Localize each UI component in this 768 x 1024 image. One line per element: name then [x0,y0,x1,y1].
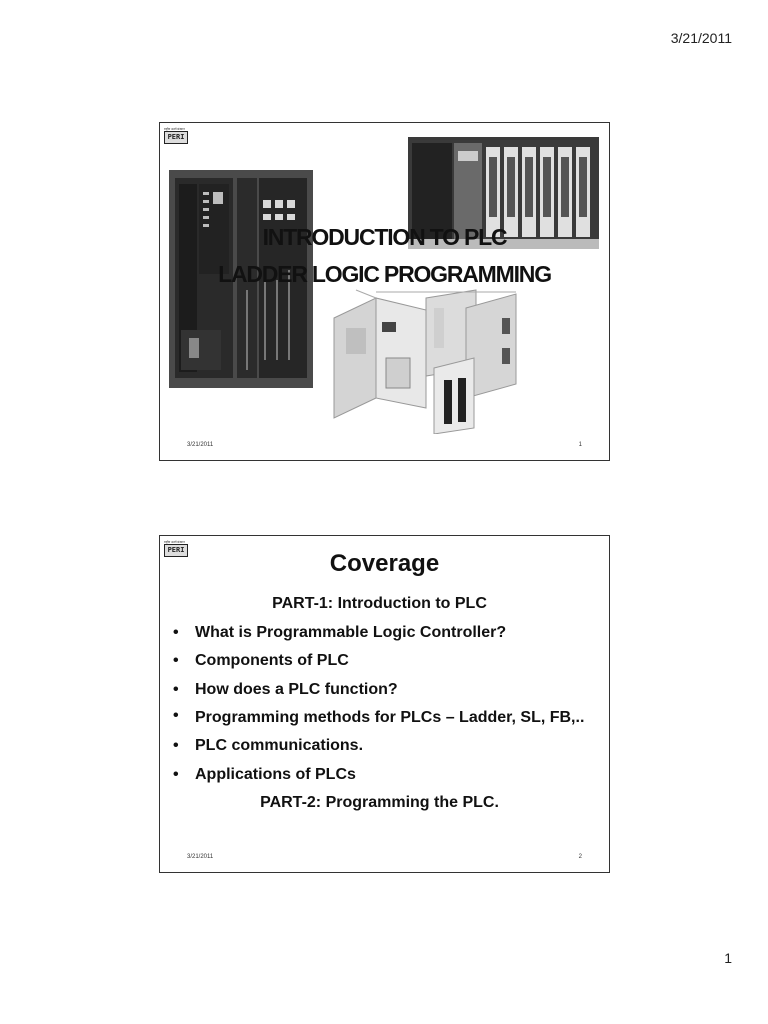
logo-caption: राष्ट्रीय ऊर्जा संस्थान [164,540,185,544]
slide-2-title: Coverage [329,550,440,577]
page-number: 1 [724,950,732,966]
slide-2-footer-number: 2 [578,854,582,860]
logo-mark: PERI [164,131,188,144]
logo-caption: राष्ट्रीय ऊर्जा संस्थान [164,127,185,131]
bullet-icon: • [173,707,179,724]
bullet-icon: • [173,765,179,783]
coverage-content [170,590,589,818]
bullet-icon: • [173,680,179,698]
list-item: • Programming methods for PLCs – Ladder, SL, FB,.. [170,704,589,732]
bullet-icon: • [173,623,179,641]
slide-2 [159,535,610,873]
slide-2-footer-date: 3/21/2011 [187,854,214,860]
slide-1-title-line-2: LADDER LOGIC PROGRAMMING [218,261,551,287]
logo-mark: PERI [164,544,188,557]
slide-1-title [160,219,609,293]
slide-1 [159,122,610,461]
bullet-icon: • [173,737,179,754]
coverage-list [170,619,589,790]
slide-1-footer-number: 1 [578,442,582,448]
slide-1-footer-date: 3/21/2011 [187,442,214,448]
list-item: • How does a PLC function? [170,676,589,705]
list-item: • PLC communications. [170,732,589,761]
part-1-heading: PART-1: Introduction to PLC [272,595,487,612]
list-item: • Applications of PLCs [170,761,589,790]
plc-modules-photo [316,288,527,434]
list-item: • Components of PLC [170,647,589,676]
page-date: 3/21/2011 [670,30,732,46]
bullet-icon: • [173,652,179,669]
list-item: • What is Programmable Logic Controller? [170,619,589,648]
slide-1-title-line-1: INTRODUCTION TO PLC [262,224,507,250]
part-2-heading: PART-2: Programming the PLC. [260,794,499,811]
institute-logo [164,127,188,145]
